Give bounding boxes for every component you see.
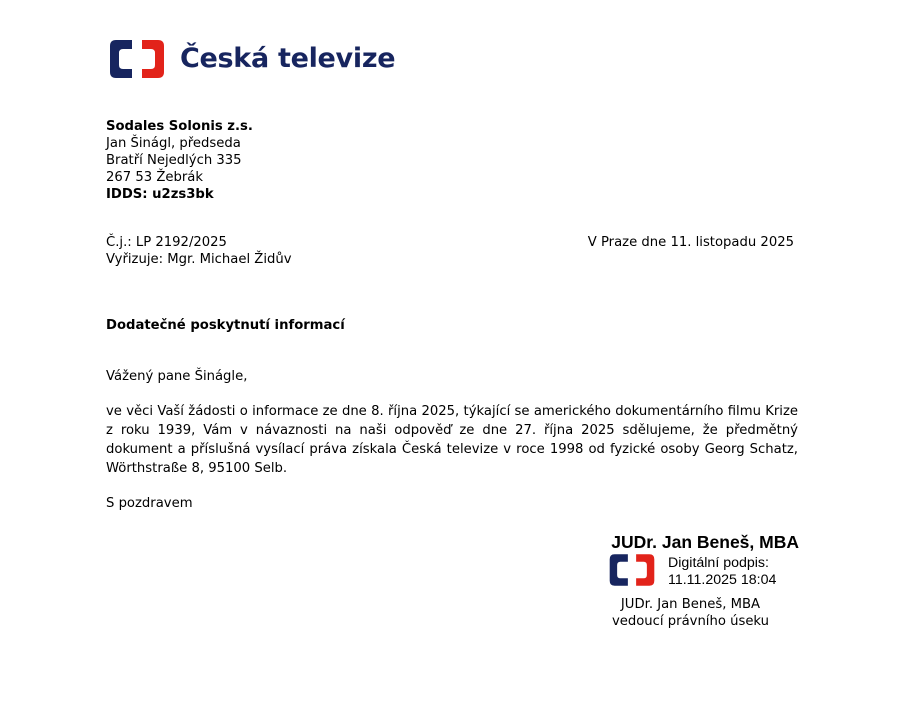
recipient-idds: IDDS: u2zs3bk	[106, 187, 214, 202]
letter-closing: S pozdravem	[106, 496, 193, 511]
digital-signature-timestamp: 11.11.2025 18:04	[668, 572, 777, 588]
digital-signature-info	[668, 555, 776, 589]
recipient-organization: Sodales Solonis z.s.	[106, 119, 253, 134]
signer-name: JUDr. Jan Beneš, MBA	[611, 532, 799, 552]
digital-signature-label: Digitální podpis:	[668, 555, 769, 571]
recipient-city: 267 53 Žebrák	[106, 170, 203, 185]
ct-logo-icon	[106, 36, 168, 82]
logo-wordmark: Česká televize	[180, 43, 396, 74]
ct-signature-logo-icon	[603, 551, 661, 589]
reference-number: Č.j.: LP 2192/2025	[106, 235, 227, 250]
letter-greeting: Vážený pane Šinágle,	[106, 369, 248, 384]
letter-subject: Dodatečné poskytnutí informací	[106, 318, 345, 333]
printed-signer-name: JUDr. Jan Beneš, MBA	[620, 597, 761, 612]
header-logo	[106, 36, 395, 82]
signature-printed	[600, 596, 781, 630]
letter-body: ve věci Vaší žádosti o informace ze dne 8. října 2025, týkající se amerického dokumentárního filmu Krize z roku 1939, Vám v návaznosti na naši odpověď ze dne 27. října 2025 sdělujeme, že předmětný dokument a příslušná vysílací práva získala Česká televize v roce 1998 od fyzické osoby Georg Schatz, Wörthstraße 8, 95100 Selb.	[106, 404, 798, 476]
reference-handler: Vyřizuje: Mgr. Michael Židův	[106, 252, 292, 267]
recipient-street: Bratří Nejedlých 335	[106, 153, 242, 168]
recipient-address	[106, 118, 253, 203]
signer-position: vedoucí právního úseku	[611, 614, 770, 629]
recipient-person: Jan Šinágl, předseda	[106, 136, 241, 151]
place-date: V Praze dne 11. listopadu 2025	[587, 235, 794, 250]
reference-block	[106, 234, 292, 268]
